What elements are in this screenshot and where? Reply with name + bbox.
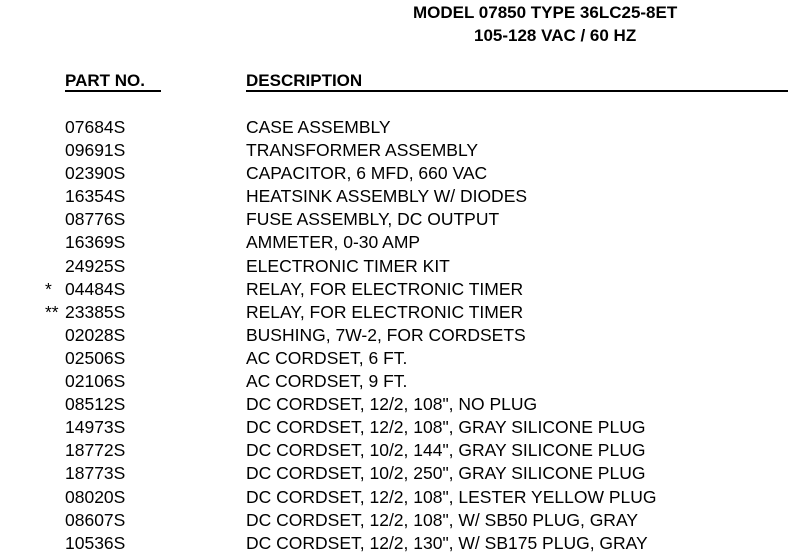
part-description: DC CORDSET, 12/2, 130", W/ SB175 PLUG, GRAY: [246, 532, 648, 553]
part-number: 16369S: [65, 232, 126, 253]
part-number: 14973S: [65, 417, 126, 438]
parts-row: [0, 256, 790, 279]
row-mark: *: [45, 278, 52, 299]
part-description: DC CORDSET, 12/2, 108", NO PLUG: [246, 394, 538, 415]
part-number: 18773S: [65, 463, 126, 484]
description-column-header: DESCRIPTION: [246, 71, 363, 90]
parts-row: [0, 371, 790, 394]
voltage-heading: 105-128 VAC / 60 HZ: [474, 26, 637, 45]
part-description: CAPACITOR, 6 MFD, 660 VAC: [246, 163, 488, 184]
part-number: 08776S: [65, 209, 126, 230]
part-description: HEATSINK ASSEMBLY W/ DIODES: [246, 186, 528, 207]
part-description: RELAY, FOR ELECTRONIC TIMER: [246, 301, 524, 322]
parts-row: [0, 394, 790, 417]
parts-row: [0, 186, 790, 209]
part-description: RELAY, FOR ELECTRONIC TIMER: [246, 278, 524, 299]
parts-row: [0, 279, 790, 302]
part-number: 23385S: [65, 301, 126, 322]
part-number: 02106S: [65, 371, 126, 392]
part-number: 02390S: [65, 163, 126, 184]
part-description: DC CORDSET, 12/2, 108", W/ SB50 PLUG, GRAY: [246, 509, 638, 530]
part-description: DC CORDSET, 10/2, 250", GRAY SILICONE PLUG: [246, 463, 646, 484]
parts-row: [0, 325, 790, 348]
part-description: AC CORDSET, 6 FT.: [246, 347, 408, 368]
part-description: TRANSFORMER ASSEMBLY: [246, 140, 479, 161]
part-no-column-header: PART NO.: [65, 71, 145, 90]
parts-row: [0, 140, 790, 163]
part-number: 16354S: [65, 186, 126, 207]
part-number: 24925S: [65, 255, 126, 276]
parts-row: [0, 533, 790, 556]
description-underline: [246, 90, 788, 92]
parts-row: [0, 117, 790, 140]
parts-row: [0, 232, 790, 255]
part-description: BUSHING, 7W-2, FOR CORDSETS: [246, 324, 526, 345]
part-number: 08020S: [65, 486, 126, 507]
part-number: 02028S: [65, 324, 126, 345]
part-number: 04484S: [65, 278, 126, 299]
part-description: AC CORDSET, 9 FT.: [246, 371, 408, 392]
part-number: 07684S: [65, 117, 126, 137]
part-description: AMMETER, 0-30 AMP: [246, 232, 421, 253]
part-number: 18772S: [65, 440, 126, 461]
parts-row: [0, 487, 790, 510]
parts-row: [0, 417, 790, 440]
part-no-underline: [65, 90, 161, 92]
part-description: DC CORDSET, 12/2, 108", LESTER YELLOW PLUG: [246, 486, 657, 507]
part-description: CASE ASSEMBLY: [246, 117, 391, 137]
part-description: DC CORDSET, 12/2, 108", GRAY SILICONE PLUG: [246, 417, 646, 438]
part-number: 02506S: [65, 347, 126, 368]
parts-row: [0, 163, 790, 186]
part-number: 08512S: [65, 394, 126, 415]
part-description: FUSE ASSEMBLY, DC OUTPUT: [246, 209, 500, 230]
part-description: ELECTRONIC TIMER KIT: [246, 255, 450, 276]
parts-row: [0, 209, 790, 232]
part-description: DC CORDSET, 10/2, 144", GRAY SILICONE PLUG: [246, 440, 646, 461]
parts-row: [0, 463, 790, 486]
parts-row: [0, 440, 790, 463]
row-mark: **: [45, 301, 59, 322]
parts-row: [0, 348, 790, 371]
part-number: 10536S: [65, 532, 126, 553]
parts-row: [0, 302, 790, 325]
model-type-heading: MODEL 07850 TYPE 36LC25-8ET: [413, 3, 678, 22]
part-number: 09691S: [65, 140, 126, 161]
part-number: 08607S: [65, 509, 126, 530]
parts-list: [0, 117, 790, 556]
parts-row: [0, 510, 790, 533]
